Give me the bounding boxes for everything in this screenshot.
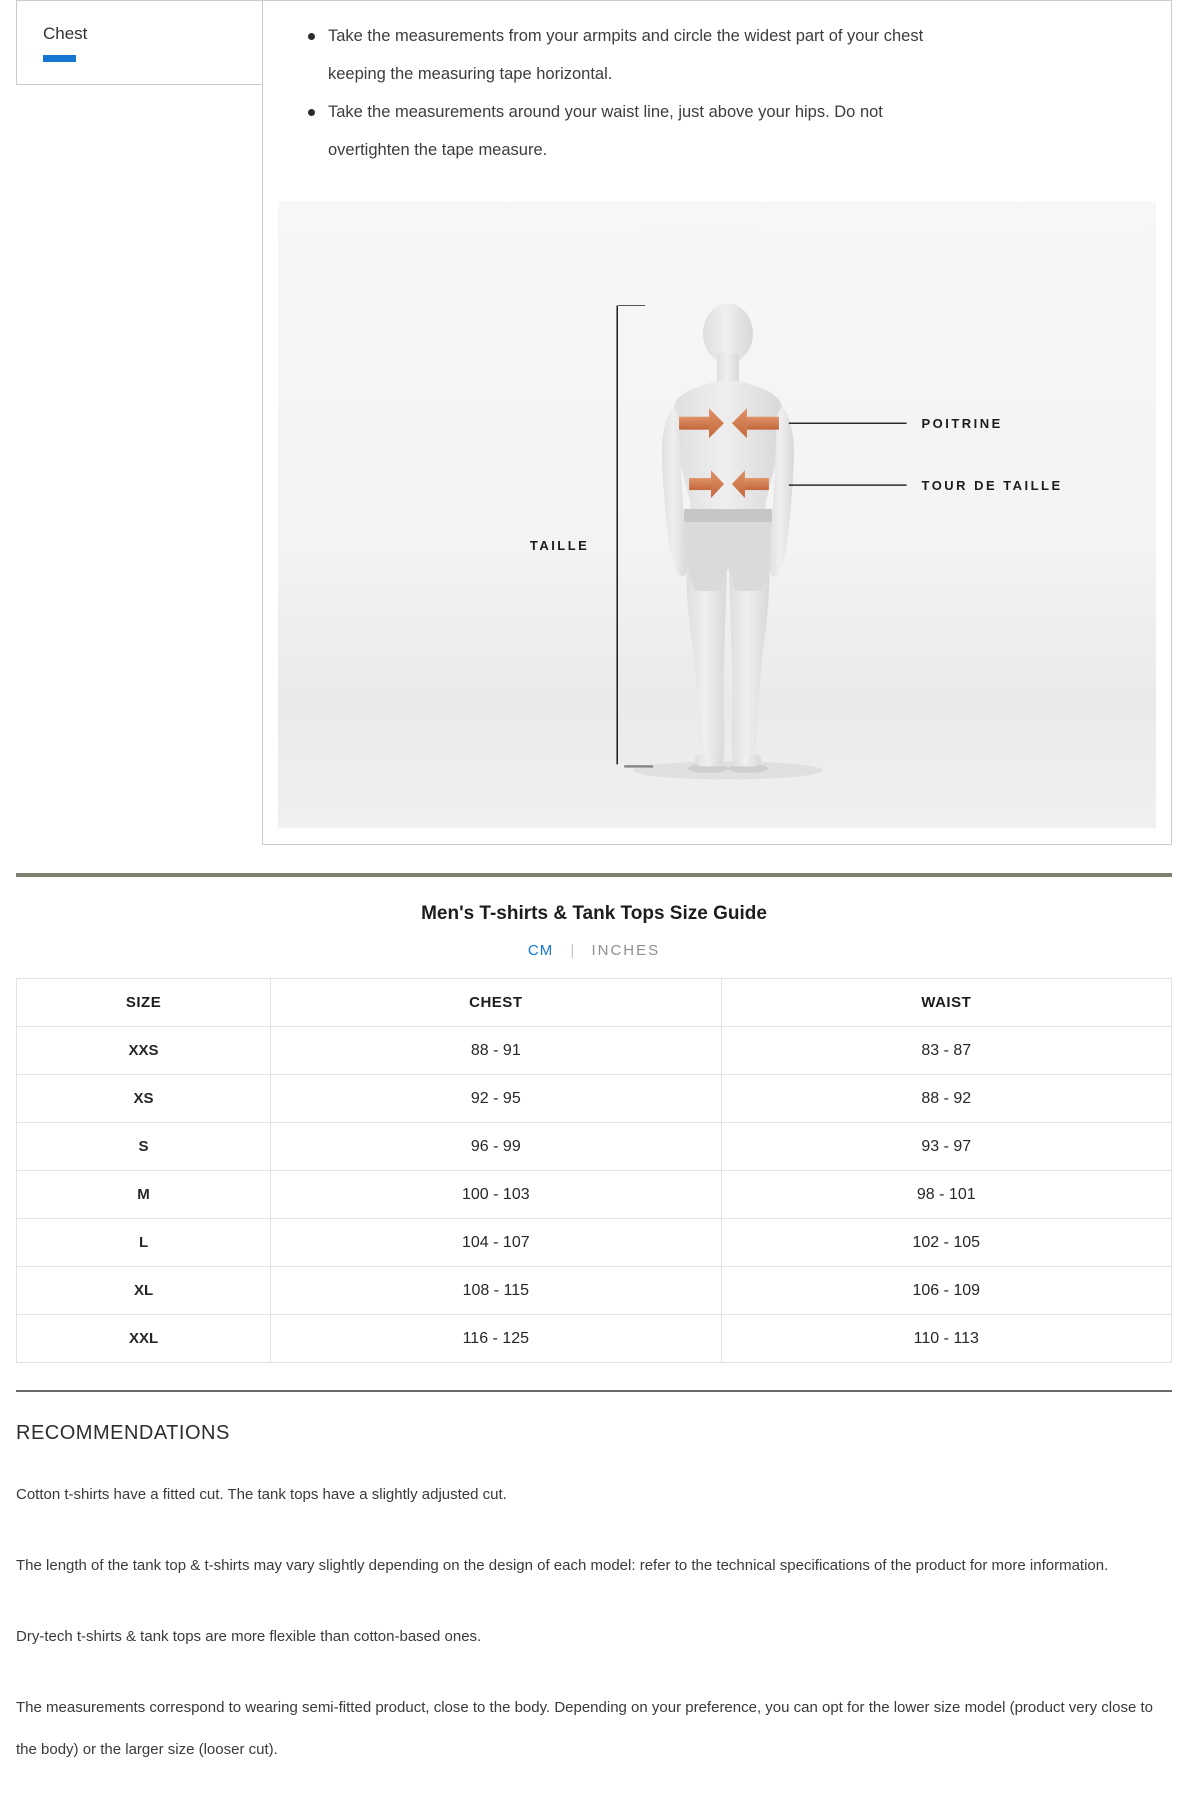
cell-waist: 106 - 109	[721, 1267, 1171, 1315]
cell-size: L	[17, 1219, 271, 1267]
cell-chest: 92 - 95	[271, 1075, 721, 1123]
unit-inches-button[interactable]: INCHES	[591, 942, 661, 959]
table-row	[17, 1123, 1172, 1171]
tab-chest[interactable]	[16, 1, 262, 85]
header-row	[17, 979, 1172, 1027]
cell-waist: 102 - 105	[721, 1219, 1171, 1267]
table-row	[17, 1171, 1172, 1219]
cell-waist: 93 - 97	[721, 1123, 1171, 1171]
table-row	[17, 1027, 1172, 1075]
header-chest: CHEST	[271, 979, 721, 1027]
table-row	[17, 1219, 1172, 1267]
unit-separator: |	[570, 942, 575, 959]
instruction-item: Take the measurements from your armpits and circle the widest part of your chest keeping the measuring tape horizontal.	[308, 17, 963, 93]
cell-chest: 108 - 115	[271, 1267, 721, 1315]
recommendation-paragraph: Dry-tech t-shirts & tank tops are more flexible than cotton-based ones.	[16, 1628, 482, 1645]
cell-waist: 83 - 87	[721, 1027, 1171, 1075]
measure-panel	[16, 0, 1172, 845]
cell-size: S	[17, 1123, 271, 1171]
cell-waist: 88 - 92	[721, 1075, 1171, 1123]
table-row	[17, 1267, 1172, 1315]
recommendations-divider	[16, 1390, 1172, 1392]
cell-chest: 96 - 99	[271, 1123, 721, 1171]
figure-label-chest: POITRINE	[921, 416, 1003, 432]
tab-chest-label: Chest	[43, 23, 88, 43]
table-row	[17, 1315, 1172, 1363]
cell-chest: 88 - 91	[271, 1027, 721, 1075]
cell-size: M	[17, 1171, 271, 1219]
recommendation-paragraph: Cotton t-shirts have a fitted cut. The tank tops have a slightly adjusted cut.	[16, 1486, 507, 1503]
instruction-item: Take the measurements around your waist line, just above your hips. Do not overtighten the tape measure.	[308, 93, 963, 169]
mannequin-illustration	[278, 201, 1156, 829]
recommendations-text	[16, 1474, 1172, 1771]
size-table-body	[17, 1027, 1172, 1363]
size-guide-page	[16, 0, 1172, 1771]
recommendation-paragraph: The length of the tank top & t-shirts may vary slightly depending on the design of each model: refer to the technical specifications of the product for more information.	[16, 1557, 1109, 1574]
measure-content	[262, 1, 1172, 845]
figure-label-waist: TOUR DE TAILLE	[921, 478, 1063, 494]
size-table-head	[17, 979, 1172, 1027]
cell-waist: 98 - 101	[721, 1171, 1171, 1219]
cell-size: XXS	[17, 1027, 271, 1075]
active-tab-indicator	[43, 55, 76, 62]
instruction-list	[308, 17, 963, 169]
size-guide-title: Men's T-shirts & Tank Tops Size Guide	[421, 903, 767, 924]
cell-chest: 116 - 125	[271, 1315, 721, 1363]
cell-size: XS	[17, 1075, 271, 1123]
measurement-figure	[278, 201, 1156, 829]
section-divider	[16, 873, 1172, 877]
cell-chest: 104 - 107	[271, 1219, 721, 1267]
unit-cm-button[interactable]: CM	[527, 942, 554, 959]
header-size: SIZE	[17, 979, 271, 1027]
floor-shadow	[633, 761, 823, 779]
tab-column	[16, 1, 262, 845]
size-table	[16, 978, 1172, 1363]
recommendations-heading: RECOMMENDATIONS	[16, 1422, 230, 1444]
figure-label-height: TAILLE	[529, 537, 590, 553]
cell-size: XL	[17, 1267, 271, 1315]
unit-toggle	[16, 942, 1172, 959]
cell-chest: 100 - 103	[271, 1171, 721, 1219]
recommendation-paragraph: The measurements correspond to wearing semi-fitted product, close to the body. Depending on your preference, you can opt for the lower size model (product very close to the body) or the larger size (looser cut).	[16, 1699, 1153, 1758]
table-row	[17, 1075, 1172, 1123]
header-waist: WAIST	[721, 979, 1171, 1027]
cell-waist: 110 - 113	[721, 1315, 1171, 1363]
cell-size: XXL	[17, 1315, 271, 1363]
